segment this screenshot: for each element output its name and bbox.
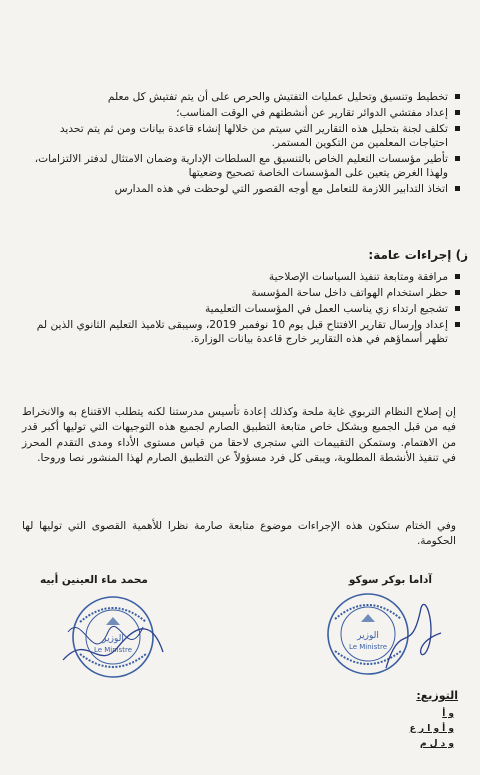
list-item: تخطيط وتنسيق وتحليل عمليات التفتيش والحرص على أن يتم تفتيش كل معلم bbox=[20, 90, 462, 104]
body-paragraph: إن إصلاح النظام التربوي غاية ملحة وكذلك إعادة تأسيس مدرستنا لكنه يتطلب الاقتناع به والانخراط فيه من قبل الجميع وبشكل خاص متابعة التطبيق الصارم لجميع هذه التوجيهات التي توليها أكبر قدر من الاهتمام. وستمكن التقييمات التي ستجرى لاحقا من قياس مستوى الأداء ومدى التقدم المحرز في تنفيذ الأنشطة المطلوبة، ويبقى كل فرد مسؤولاً عن التطبيق الصارم لهذا المنشور نصا وروحا. bbox=[22, 405, 456, 465]
bullet-list-top bbox=[20, 90, 462, 198]
distribution-list bbox=[410, 707, 454, 752]
distribution-title: التوزيع: bbox=[416, 689, 458, 702]
list-item: تشجيع ارتداء زي يناسب العمل في المؤسسات التعليمية bbox=[20, 302, 462, 316]
list-item: تأطير مؤسسات التعليم الخاص بالتنسيق مع السلطات الإدارية وضمان الامتثال لدفتر الالتزامات، ولهذا الغرض يتعين على المؤسسات الخاصة تصحيح وضعيتها bbox=[20, 152, 462, 180]
distribution-item: و أ و ا ر ع bbox=[409, 724, 454, 734]
seal-role-text: الوزير bbox=[102, 634, 124, 644]
list-item: إعداد وإرسال تقارير الافتتاح قبل يوم 10 نوفمبر 2019، وسيبقى تلاميذ التعليم الثانوي الذين لم تظهر أسماؤهم في هذه التقارير خارج قاعدة بيانات الوزارة. bbox=[20, 318, 462, 346]
list-item: مرافقة ومتابعة تنفيذ السياسات الإصلاحية bbox=[20, 270, 462, 284]
seal-role-text: الوزير bbox=[357, 631, 379, 641]
list-item: اتخاذ التدابير اللازمة للتعامل مع أوجه القصور التي لوحظت في هذه المدارس bbox=[20, 182, 462, 196]
list-item: إعداد مفتشي الدوائر تقارير عن أنشطتهم في الوقت المناسب؛ bbox=[20, 106, 462, 120]
distribution-item: و أ bbox=[442, 709, 454, 719]
bullet-list-general bbox=[20, 270, 462, 348]
signatory-left-name: محمد ماء العينين أبيه bbox=[40, 574, 148, 586]
signatory-right-name: آداما بوكر سوكو bbox=[348, 574, 432, 586]
section-heading: ز) إجراءات عامة: bbox=[368, 248, 468, 262]
seal-role-fr-text: Le Ministre bbox=[93, 646, 133, 654]
closing-paragraph: وفي الختام ستكون هذه الإجراءات موضوع متابعة صارمة نظرا للأهمية القصوى التي توليها لها الحكومة. bbox=[22, 519, 456, 548]
list-item: تكلف لجنة بتحليل هذه التقارير التي سيتم من خلالها إنشاء قاعدة بيانات ومن ثم يتم تحديد احتياجات المعلمين من التكوين المستمر. bbox=[20, 122, 462, 150]
distribution-item: و د ل م bbox=[419, 739, 454, 749]
seal-stamp-icon bbox=[58, 592, 168, 682]
list-item: حظر استخدام الهواتف داخل ساحة المؤسسة bbox=[20, 286, 462, 300]
seal-role-fr-text: Le Ministre bbox=[348, 643, 388, 651]
seal-stamp-icon bbox=[316, 588, 446, 680]
